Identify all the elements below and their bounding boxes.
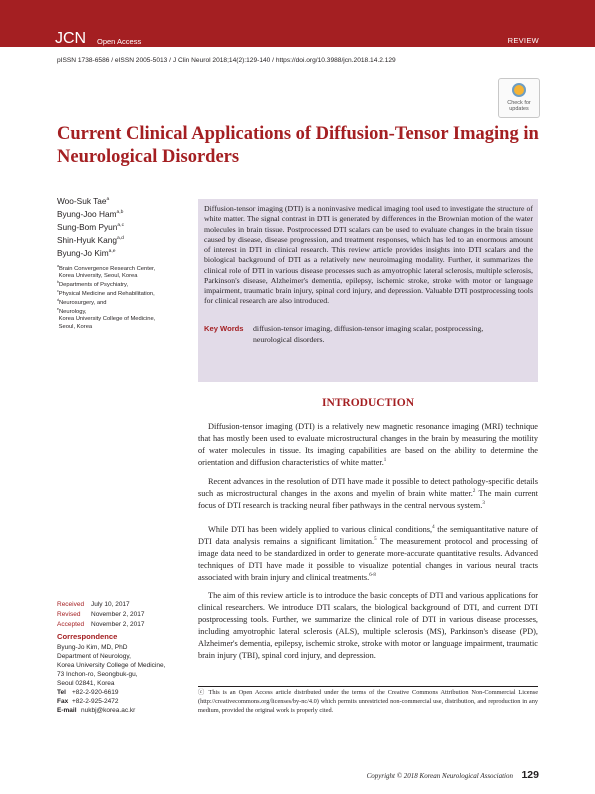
correspondence-tel: Tel +82-2-920-6619 [57,689,119,696]
body-paragraph: The aim of this review article is to introduce the basic concepts of DTI and various applications for clinical researchers. We introduce DTI scalars, the biological background of DTI, and current DTI postprocessing tools. Further, we summarize the clinical role of DTI in various disease processes, including amyotrophic lateral sclerosis (ALS), multiple sclerosis (MS), Parkinson's disease (PD), Alzheimer's dementia, epilepsy, ischemic stroke, stroke with motor or language impairment, traumatic brain injury (TBI), spinal cord injury, and depression. [198,591,538,661]
check-updates-icon [512,83,526,97]
date-accepted: Accepted November 2, 2017 [57,621,145,628]
affiliation: $^a$Brain Convergence Research Center, Korea University, Seoul, Korea [57,264,156,280]
date-revised: Revised November 2, 2017 [57,611,145,618]
correspondence-line: 73 Inchon-ro, Seongbuk-gu, [57,671,138,678]
journal-abbreviation: JCN [55,30,87,47]
creative-commons-icon: ⓒ [198,689,209,696]
open-access-label: Open Access [97,37,142,46]
license-text: ⓒ This is an Open Access article distributed under the terms of the Creative Commons Attribution Non-Commercial License (http://creativecommons.org/licenses/by-nc/4.0) which permits unrestricted non-commercial use, distribution, and reproduction in any medium, provided the original work is properly cited. [198,689,538,714]
section-heading: INTRODUCTION [321,397,414,409]
correspondence-line: Seoul 02841, Korea [57,680,115,687]
author-name: Byung-Jo Kim$^{a,e}$ [57,248,116,258]
check-for-updates-button[interactable] [498,78,540,118]
correspondence-line: Byung-Jo Kim, MD, PhD [57,644,128,651]
keywords-label: Key Words [204,324,244,333]
abstract-text: Diffusion-tensor imaging (DTI) is a noninvasive medical imaging tool used to investigate the structure of white matter. The signal contrast in DTI is generated by differences in the Brownian motion of the water molecules in brain tissue. Postprocessed DTI scalars can be used to evaluate changes in the brain tissue caused by disease, disease progression, and treatment responses, which has led to an enormous amount of interest in DTI in clinical research. This review article provides insights into DTI scalars and the biological background of DTI as a relatively new neuroimaging modality. Further, it summarizes the clinical role of DTI in various disease processes such as amyotrophic lateral sclerosis, multiple sclerosis, Parkinson's disease, Alzheimer's dementia, epilepsy, ischemic stroke, stroke with motor or language impairment, traumatic brain injury, spinal cord injury, and depression. Valuable DTI postprocessing tools for clinical research are also introduced. [204,204,533,306]
correspondence-line: Department of Neurology, [57,653,131,660]
article-title: Current Clinical Applications of Diffusion-Tensor Imaging in Neurological Disorders [57,124,539,167]
license-divider [198,686,538,687]
copyright-notice: Copyright © 2018 Korean Neurological Association [366,772,513,780]
journal-header-bar [0,0,595,47]
email-link[interactable]: nukbj@korea.ac.kr [81,707,136,714]
date-received: Received July 10, 2017 [57,601,130,608]
author-name: Byung-Joo Ham$^{a,b}$ [57,209,124,219]
author-name: Shin-Hyuk Kang$^{a,d}$ [57,235,124,245]
abstract-box [198,199,538,382]
body-paragraph: Recent advances in the resolution of DTI have made it possible to detect pathology-specific details such as microstructural changes in the axons and myelin of brain white matter.$^2$ The main current focus of DTI research is tracking neural fiber pathways in the central nervous system.$^3$ [198,477,538,511]
author-name: Woo-Suk Tae$^a$ [57,196,110,206]
keywords-text: diffusion-tensor imaging, diffusion-tensor imaging scalar, postprocessing, neurological disorders. [253,324,484,344]
body-paragraph: Diffusion-tensor imaging (DTI) is a relatively new magnetic resonance imaging (MRI) technique that has mostly been used to evaluate microstructural changes in the brain by measuring the motility of water molecules in tissue. Its imaging capabilities are based on the ability to determine the orientation and diffusion characteristics of white matter.$^1$ [198,422,538,468]
page-number: 129 [521,769,539,781]
correspondence-line: Korea University College of Medicine, [57,662,166,669]
author-name: Sung-Bom Pyun$^{a,c}$ [57,222,125,232]
body-paragraph: While DTI has been widely applied to various clinical conditions,$^4$ the semiquantitative nature of DTI data analysis remains a significant limitation.$^5$ The measurement protocol and processing of image data need to be standardized in order to generate more-accurate quantitative results. Advanced techniques of DTI have made it possible to visualize potential changes in various neural tracts associated with brain injury and clinical treatments.$^{6-8}$ [198,525,538,583]
citation-line: pISSN 1738-6586 / eISSN 2005-5013 / J Clin Neurol 2018;14(2):129-140 / https://doi.org/10.3988/jcn.2018.14.2.129 [57,57,396,64]
article-type-label: REVIEW [507,36,539,45]
correspondence-heading: Correspondence [57,632,118,641]
correspondence-email: E-mail nukbj@korea.ac.kr [57,707,136,714]
affiliation: $^b$Departments of Psychiatry, [57,280,129,288]
affiliation: $^e$Neurology, Korea University College of Medicine, Seoul, Korea [57,307,156,330]
badge-label: Check for updates [507,100,531,112]
affiliation: $^d$Neurosurgery, and [57,298,107,306]
correspondence-fax: Fax +82-2-925-2472 [57,698,119,705]
affiliation: $^c$Physical Medicine and Rehabilitation, [57,289,155,297]
